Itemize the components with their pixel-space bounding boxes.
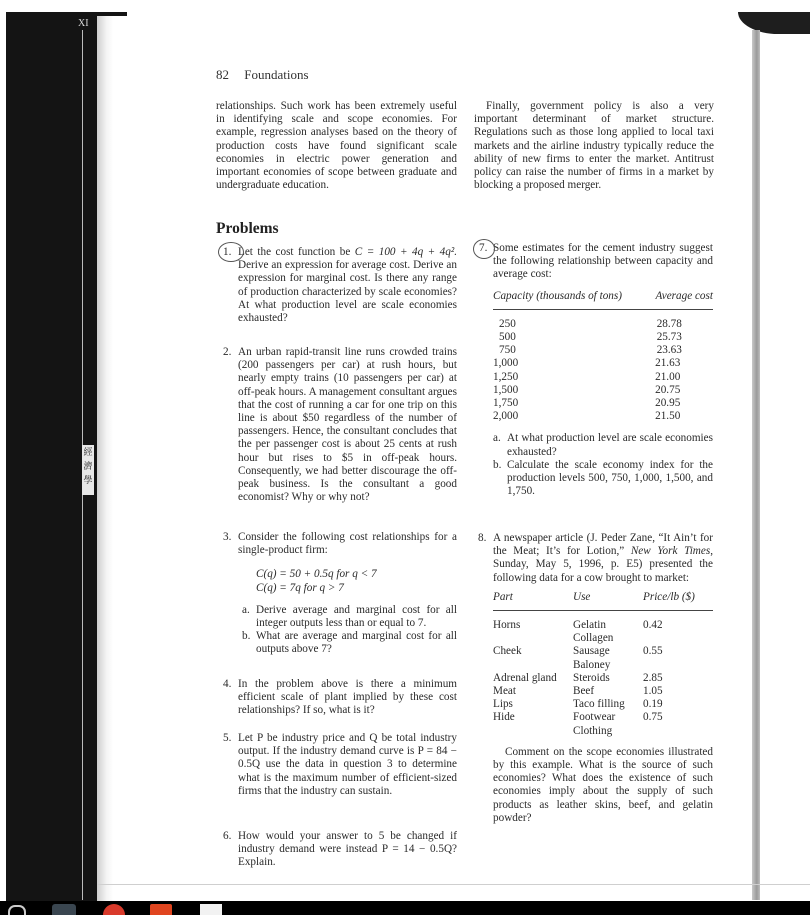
- newspaper-title: New York Times: [630, 545, 711, 558]
- use-cell: Collagen: [573, 632, 614, 645]
- price-cell: [643, 725, 703, 738]
- problem-2: [223, 346, 457, 504]
- problem-number: 5.: [223, 732, 232, 744]
- spine-top-mark: XI: [78, 18, 89, 29]
- section-title: Foundations: [244, 67, 309, 82]
- problem-text: Let the cost function be: [238, 246, 355, 258]
- left-intro: [216, 100, 457, 192]
- cement-table-header: [493, 290, 713, 303]
- subquestion-label: b.: [493, 458, 502, 471]
- part-cell: Lips: [493, 698, 513, 711]
- image-viewer-icon[interactable]: [200, 904, 222, 915]
- price-cell: 1.05: [643, 685, 663, 698]
- cement-table-row: [493, 331, 713, 344]
- part-cell: Adrenal gland: [493, 671, 557, 684]
- part-cell: [493, 725, 573, 738]
- edge-browser-icon[interactable]: [8, 905, 26, 915]
- average-cost-cell: 21.00: [655, 370, 681, 383]
- column-header-average-cost: Average cost: [655, 289, 713, 302]
- capacity-cell: 2,000: [493, 410, 519, 423]
- running-head: [216, 67, 309, 83]
- cement-table-row: [493, 397, 713, 410]
- price-cell: 0.19: [643, 698, 663, 711]
- problem-comment: Comment on the scope economies illustrated by this example. What is the source of such economies? What does the existence of such economies imply about the supply of such products as leather skins, beef, and gelatin powder?: [493, 745, 713, 824]
- page-number: 82: [216, 67, 229, 82]
- part-cell: Meat: [493, 685, 516, 698]
- problem-1: [223, 246, 457, 325]
- table-rule: [493, 309, 713, 310]
- cow-table-row: [493, 725, 713, 738]
- column-header-capacity: Capacity (thousands of tons): [493, 289, 622, 302]
- cement-table-row: [493, 371, 713, 384]
- hand-drawn-circle: [218, 242, 244, 262]
- problem-text: Derive an expression for average cost. Derive an expression for marginal cost. Is there any range of production characterized by scale economies? At what production level are scale economies exhausted?: [238, 259, 457, 325]
- problem-text: In the problem above is there a minimum efficient scale of plant implied by these cost relationships? If so, what is it?: [238, 678, 457, 717]
- hand-drawn-circle: [473, 239, 495, 259]
- cow-table-row: [493, 659, 713, 672]
- part-cell: Hide: [493, 711, 515, 724]
- average-cost-cell: 20.95: [655, 397, 681, 410]
- problem-number: 3.: [223, 531, 232, 543]
- subquestion-label: a.: [242, 603, 250, 616]
- problem-number: 4.: [223, 678, 232, 690]
- equation-1: C(q) = 50 + 0.5q for q < 7: [256, 568, 377, 581]
- part-cell: [493, 659, 573, 672]
- spine-label: 經濟學: [82, 445, 94, 495]
- capacity-cell: 1,750: [493, 397, 519, 410]
- capacity-cell: 500: [499, 331, 516, 344]
- average-cost-cell: 23.63: [656, 344, 682, 357]
- cow-table-body: [493, 619, 713, 738]
- cement-table-body: [493, 318, 713, 424]
- problem-number: 8.: [478, 532, 487, 544]
- app-icon[interactable]: [52, 904, 76, 915]
- subquestion-a: [493, 432, 713, 458]
- cement-table-row: [493, 344, 713, 357]
- subquestion-a: [242, 604, 457, 630]
- column-header-price: Price/lb ($): [643, 590, 695, 603]
- average-cost-cell: 28.78: [656, 317, 682, 330]
- subquestion-b: [493, 459, 713, 499]
- cow-table-row: [493, 711, 713, 724]
- average-cost-cell: 25.73: [656, 331, 682, 344]
- right-intro: [474, 100, 714, 192]
- problem-text: Let P be industry price and Q be total industry output. If the industry demand curve is P = 84 − 0.5Q use the data in question 3 to determine what is the maximum number of efficient-sized firms that the industry can sustain.: [238, 732, 457, 797]
- problem-5: [223, 732, 457, 798]
- problem-text: How would your answer to 5 be changed if industry demand were instead P = 14 − 0.5Q? Explain.: [238, 830, 457, 869]
- price-cell: [643, 659, 703, 672]
- subquestion-label: b.: [242, 630, 251, 643]
- problem-number: 7.: [479, 242, 488, 254]
- part-cell: Cheek: [493, 645, 522, 658]
- problem-3: [223, 531, 457, 657]
- price-cell: 0.55: [643, 645, 663, 658]
- subquestion-b: [242, 630, 457, 656]
- capacity-cell: 750: [499, 344, 516, 357]
- cow-table-row: [493, 645, 713, 658]
- subquestion-text: Calculate the scale economy index for the production levels 500, 750, 1,000, 1,500, and 1,750.: [507, 458, 713, 498]
- subquestion-text: What are average and marginal cost for all outputs above 7?: [256, 630, 457, 656]
- cow-table-row: [493, 685, 713, 698]
- office-icon[interactable]: [150, 904, 172, 915]
- column-header-use: Use: [573, 590, 591, 603]
- problem-text: Consider the following cost relationships for a single-product firm:: [238, 531, 457, 557]
- average-cost-cell: 20.75: [655, 383, 681, 396]
- capacity-cell: 250: [499, 317, 516, 330]
- problem-text-part: A newspaper article (J. Peder Zane, “It Ain’t for the Meat; It’s for Lotion,”: [493, 532, 713, 558]
- problems-heading: Problems: [216, 220, 279, 237]
- subquestion-text: Derive average and marginal cost for all integer outputs less than or equal to 7.: [256, 603, 457, 630]
- average-cost-cell: 21.63: [655, 357, 681, 370]
- problem-text-part: , Sunday, May 5, 1996, p. E5) presented the following data for a cow brought to market:: [493, 545, 714, 584]
- capacity-cell: 1,500: [493, 383, 519, 396]
- cow-table-row: [493, 619, 713, 632]
- capacity-cell: 1,000: [493, 357, 519, 370]
- table-rule: [493, 610, 713, 611]
- capacity-cell: 1,250: [493, 370, 519, 383]
- use-cell: Sausage: [573, 645, 610, 658]
- use-cell: Clothing: [573, 724, 613, 737]
- use-cell: Baloney: [573, 658, 611, 671]
- price-cell: 0.75: [643, 711, 663, 724]
- problem-8: [478, 532, 714, 825]
- equation-2: C(q) = 7q for q > 7: [256, 581, 344, 594]
- cow-table-row: [493, 672, 713, 685]
- use-cell: Gelatin: [573, 619, 606, 632]
- problem-4: [223, 678, 457, 718]
- problem-6: [223, 830, 457, 870]
- use-cell: Beef: [573, 685, 595, 698]
- problem-text: An urban rapid-transit line runs crowded trains (200 passengers per car) at rush hours, but nearly empty trains (10 passengers per car) at off-peak hours. A management consultant argues that the cost of running a car for one trip on this line is about $50 regardless of the number of passengers. Hence, the consultant concludes that the per passenger cost is about 25 cents at rush hour but rises to $5 in off-peak hours. Consequently, we had better discourage the off-peak business. Is the consultant a good economist? Why or why not?: [238, 346, 457, 504]
- problem-text: [493, 532, 713, 585]
- cement-table-row: [493, 384, 713, 397]
- right-intro-paragraph: Finally, government policy is also a very important determinant of market structure. Regulations such as those long applied to local taxi markets and the airline industry typically reduce the ability of new firms to enter the market. Antitrust policy can raise the number of firms in a market by blocking a proposed merger.: [474, 100, 714, 192]
- use-cell: Footwear: [573, 711, 616, 724]
- part-cell: [493, 632, 573, 645]
- problem-number: 2.: [223, 346, 232, 358]
- use-cell: Taco filling: [573, 698, 625, 711]
- cement-table-row: [493, 318, 713, 331]
- cow-table-row: [493, 632, 713, 645]
- price-cell: 0.42: [643, 619, 663, 632]
- cow-table-row: [493, 698, 713, 711]
- price-cell: 2.85: [643, 671, 663, 684]
- problem-text: Some estimates for the cement industry suggest the following relationship between capacity and average cost:: [493, 242, 713, 281]
- column-header-part: Part: [493, 590, 513, 603]
- problem-number: 1.: [223, 246, 232, 258]
- average-cost-cell: 21.50: [655, 410, 681, 423]
- part-cell: Horns: [493, 619, 521, 632]
- subquestion-label: a.: [493, 432, 501, 445]
- problem-number: 6.: [223, 830, 232, 842]
- cement-table-row: [493, 357, 713, 370]
- problem-7: [479, 242, 713, 498]
- price-cell: [643, 632, 703, 645]
- cow-table-header: [493, 591, 713, 604]
- left-intro-paragraph: relationships. Such work has been extremely useful in identifying scale and scope economies. For example, regression analyses based on the theory of production costs have found significant scale economies in electric power generation and important economies of scope between graduate and undergraduate education.: [216, 100, 457, 192]
- subquestion-text: At what production level are scale economies exhausted?: [507, 432, 713, 458]
- cost-function-formula: C = 100 + 4q + 4q².: [354, 246, 457, 258]
- use-cell: Steroids: [573, 671, 610, 684]
- cement-table-row: [493, 410, 713, 423]
